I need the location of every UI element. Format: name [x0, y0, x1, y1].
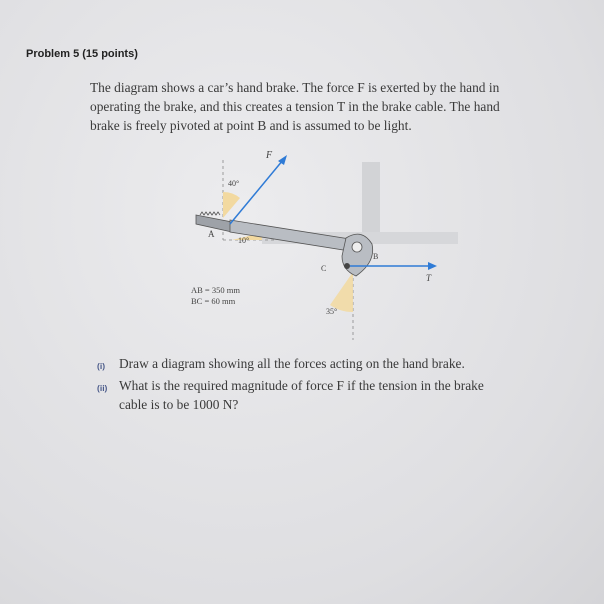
label-c: C	[321, 264, 327, 273]
pivot-hole	[352, 242, 362, 252]
intro-line-1: The diagram shows a car’s hand brake. The force F is exerted by the hand in	[90, 80, 500, 95]
dimension-bc: BC = 60 mm	[191, 296, 236, 306]
pivot-c	[344, 263, 350, 269]
label-b: B	[373, 252, 379, 261]
intro-line-3: brake is freely pivoted at point B and is assumed to be light.	[90, 118, 412, 133]
lever-end-plate	[342, 234, 373, 276]
question-2-line-2: cable is to be 1000 N?	[119, 397, 239, 412]
intro-line-2: operating the brake, and this creates a tension T in the brake cable. The hand	[90, 99, 500, 114]
label-angle-40: 40°	[228, 179, 240, 188]
question-1	[97, 354, 547, 376]
label-t: T	[426, 273, 432, 283]
question-2-number: (ii)	[97, 383, 108, 393]
question-1-number: (i)	[97, 361, 106, 371]
question-list	[97, 354, 547, 414]
question-2-line-1: What is the required magnitude of force F if the tension in the brake	[119, 378, 484, 393]
label-angle-35: 35°	[326, 307, 338, 316]
background-panel	[362, 162, 380, 244]
label-a: A	[208, 229, 215, 239]
problem-heading: Problem 5 (15 points)	[26, 48, 138, 60]
label-angle-10: 10°	[238, 236, 250, 245]
dimension-ab: AB = 350 mm	[191, 285, 240, 295]
force-f-arrow	[230, 160, 283, 224]
question-2	[97, 376, 547, 414]
label-f: F	[266, 150, 273, 161]
question-1-text	[119, 354, 547, 373]
grip-ridges	[200, 212, 220, 215]
question-2-text	[119, 376, 547, 414]
tension-t-arrowhead	[428, 262, 437, 270]
question-1-line-1: Draw a diagram showing all the forces acting on the hand brake.	[119, 356, 465, 371]
angle-35-wedge	[330, 272, 353, 312]
